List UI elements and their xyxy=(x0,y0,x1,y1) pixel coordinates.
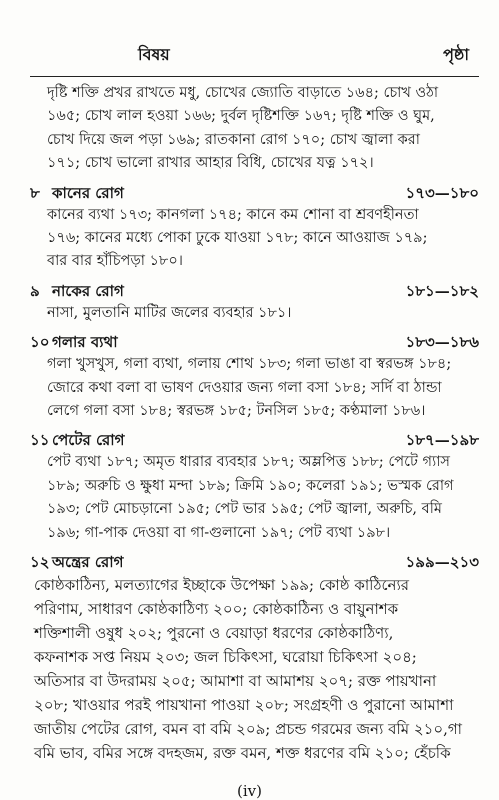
section-entries xyxy=(30,353,479,423)
section-heading xyxy=(30,551,479,573)
subject-heading: বিষয় xyxy=(138,45,170,64)
section-pages: ১৭৩—১৮০ xyxy=(405,183,479,202)
section-pages: ১৮৩—১৮৬ xyxy=(405,333,479,352)
section-pages: ১৯৯—২১৩ xyxy=(405,553,479,572)
entry-line: ১৬৫; চোখ লাল হওয়া ১৬৬; দুর্বল দৃষ্টিশক্তি ১৬৭; দৃষ্টি শক্তি ও ঘুম, xyxy=(47,108,435,125)
section-pages: ১৮৭—১৯৮ xyxy=(405,431,479,450)
section-heading xyxy=(30,182,479,204)
section-number: ৯ xyxy=(30,281,40,300)
entry-line: বার বার হাঁচিপড়া ১৮০। xyxy=(47,253,183,270)
entry-line: লেগে গলা বসা ১৮৪; স্বরভঙ্গ ১৮৫; টনসিল ১৮৫; কণ্ঠমালা ১৮৬। xyxy=(47,403,426,420)
section-entries xyxy=(30,573,479,765)
section-title: গলার ব্যথা xyxy=(52,333,118,352)
continued-entry xyxy=(30,82,479,176)
entry-line: শক্তিশালী ওষুধ ২০২; পুরনো ও বেয়াড়া ধরণের কোষ্ঠকাঠিণ্য, xyxy=(34,624,394,643)
section-heading xyxy=(30,429,479,451)
page-number: (iv) xyxy=(237,782,262,800)
section-pages: ১৮১—১৮২ xyxy=(405,281,479,300)
entry-line: জোরে কথা বলা বা ভাষণ দেওয়ার জন্য গলা বসা ১৮৪; সর্দি বা ঠান্ডা xyxy=(47,379,442,396)
entry-line: ১৯৬; গা-পাক দেওয়া বা গা-গুলানো ১৯৭; পেট ব্যথা ১৯৮। xyxy=(47,524,391,541)
entry-line: পেট ব্যথা ১৮৭; অমৃত ধারার ব্যবহার ১৮৭; অম্লপিত্ত ১৮৮; পেটে গ্যাস xyxy=(47,454,450,471)
section-number: ১১ xyxy=(30,431,50,450)
entry-line: অতিসার বা উদরাময় ২০৫; আমাশা বা আমাশয় ২০৭; রক্ত পায়খানা xyxy=(34,672,437,691)
entry-line: দৃষ্টি শক্তি প্রখর রাখতে মধু, চোখের জ্যোতি বাড়াতে ১৬৪; চোখ ওঠা xyxy=(47,85,439,101)
page-heading: পৃষ্ঠা xyxy=(443,45,469,64)
entry-line: ১৯৩; পেট মোচড়ানো ১৯৫; পেট ভার ১৯৫; পেট জ্বালা, অরুচি, বমি xyxy=(47,501,442,518)
entry-line: চোখ দিয়ে জল পড়া ১৬৯; রাতকানা রোগ ১৭০; চোখ জ্বালা করা xyxy=(47,131,420,148)
section-heading xyxy=(30,280,479,302)
section-entries xyxy=(30,204,479,274)
entry-line: বমি ভাব, বমির সঙ্গে বদহজম, রক্ত বমন, শক্ত ধরণের বমি ২১০; হেঁচকি xyxy=(34,744,451,763)
section-number: ৮ xyxy=(30,183,40,202)
entry-line: ২০৮; খাওয়ার পরই পায়খানা পাওয়া ২০৮; সংগ্রহণী ও পুরানো আমাশা xyxy=(34,696,454,715)
entry-line: ১৭৬; কানের মধ্যে পোকা ঢুকে যাওয়া ১৭৮; কানে আওয়াজ ১৭৯; xyxy=(47,230,428,247)
section-title: নাকের রোগ xyxy=(52,281,124,300)
section-heading xyxy=(30,331,479,353)
section-entries xyxy=(30,302,479,325)
entry-line: ১৮৯; অরুচি ও ক্ষুধা মন্দা ১৮৯; ক্রিমি ১৯০; কলেরা ১৯১; ভস্মক রোগ xyxy=(47,477,454,494)
entry-line: ১৭১; চোখ ভালো রাখার আহার বিধি, চোখের যত্ন ১৭২। xyxy=(47,155,374,172)
section-number: ১০ xyxy=(30,333,50,352)
entry-line: কফনাশক সপ্ত নিয়ম ২০৩; জল চিকিৎসা, ঘরোয়া চিকিৎসা ২০৪; xyxy=(34,648,417,667)
entry-line: পরিণাম, সাধারণ কোষ্ঠকাঠিণ্য ২০০; কোষ্ঠকাঠিন্য ও বায়ুনাশক xyxy=(34,600,399,619)
entry-line: কোষ্ঠকাঠিন্য, মলত্যাগের ইচ্ছাকে উপেক্ষা ১৯৯; কোষ্ঠ কাঠিন্যের xyxy=(34,576,410,595)
entry-line: জাতীয় পেটের রোগ, বমন বা বমি ২০৯; প্রচন্ড গরমের জন্য বমি ২১০,গা xyxy=(34,720,463,739)
section-title: পেটের রোগ xyxy=(52,431,125,450)
index-content xyxy=(30,82,479,765)
entry-line: কানের ব্যথা ১৭৩; কানগলা ১৭৪; কানে কম শোনা বা শ্রবণহীনতা xyxy=(47,206,419,223)
entry-line: গলা খুসখুস, গলা ব্যথা, গলায় শোথ ১৮৩; গলা ভাঙা বা স্বরভঙ্গ ১৮৪; xyxy=(47,356,452,373)
section-entries xyxy=(30,451,479,545)
header-rule xyxy=(30,76,479,77)
section-title: কানের রোগ xyxy=(52,183,124,202)
section-number: ১২ xyxy=(30,553,50,572)
section-title: অন্ত্রের রোগ xyxy=(52,553,124,572)
page-header xyxy=(30,42,469,72)
entry-line: নাসা, মুলতানি মাটির জলের ব্যবহার ১৮১। xyxy=(47,304,292,321)
